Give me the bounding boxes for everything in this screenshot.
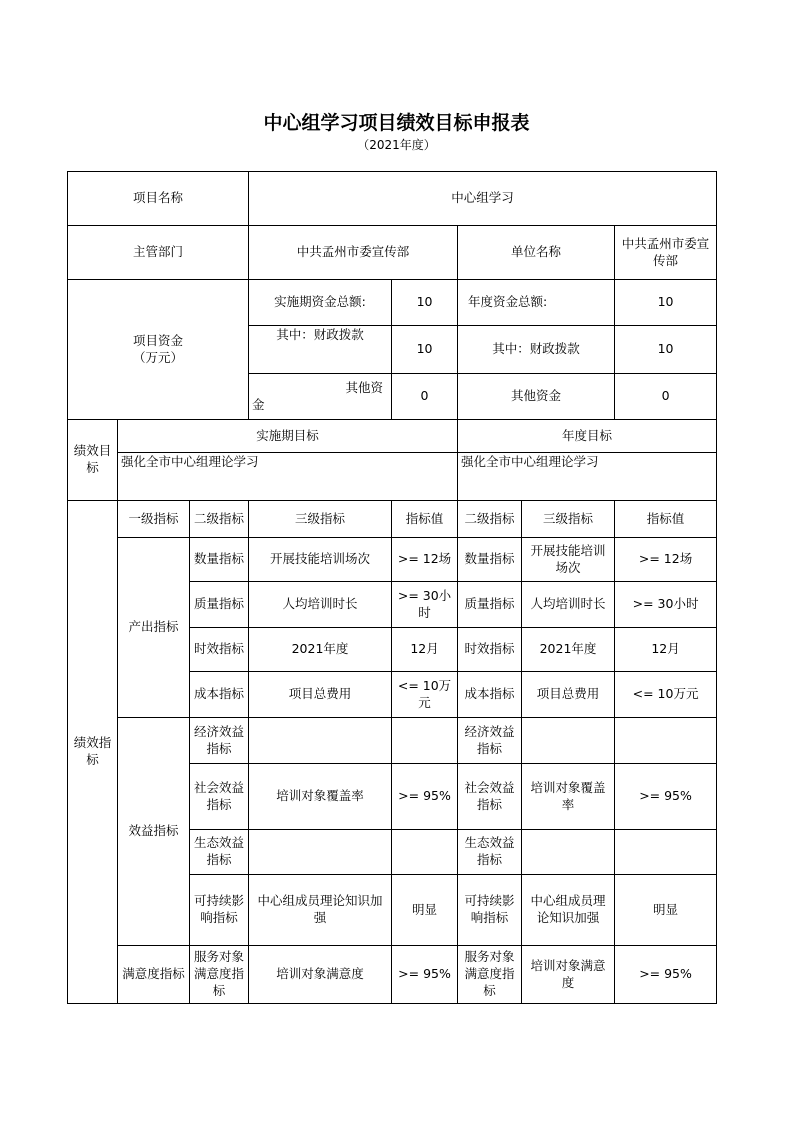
impl-other-funds-label-part2: 金 (252, 396, 265, 412)
indicator-level2: 社会效益指标 (190, 764, 249, 830)
impl-other-funds-label (249, 374, 392, 420)
output-indicator-label: 产出指标 (118, 538, 190, 718)
indicator-level2-annual: 质量指标 (458, 582, 522, 628)
indicator-value-annual (615, 830, 717, 875)
value-header: 指标值 (392, 501, 458, 538)
indicator-value: <= 10万元 (392, 672, 458, 718)
indicator-level2-annual: 时效指标 (458, 628, 522, 672)
department-label: 主管部门 (68, 226, 249, 280)
year-fiscal-label: 其中：财政拨款 (458, 326, 615, 374)
impl-other-funds-label-part1: 其他资 (345, 379, 384, 395)
funds-total-row (68, 280, 717, 326)
goals-text-row (68, 453, 717, 501)
indicator-level3-annual: 中心组成员理论知识加强 (522, 875, 615, 946)
department-value: 中共孟州市委宣传部 (249, 226, 458, 280)
indicator-value: 12月 (392, 628, 458, 672)
indicator-level3-annual: 培训对象满意度 (522, 946, 615, 1004)
indicator-level3-annual: 人均培训时长 (522, 582, 615, 628)
indicator-header-row (68, 501, 717, 538)
indicators-side-label: 绩效指标 (68, 501, 118, 1004)
indicator-level3: 培训对象满意度 (249, 946, 392, 1004)
impl-total-funds-value: 10 (392, 280, 458, 326)
year-other-funds-label: 其他资金 (458, 374, 615, 420)
indicator-value (392, 830, 458, 875)
benefit-indicator-label: 效益指标 (118, 718, 190, 946)
goals-header-row (68, 420, 717, 453)
level1-header: 一级指标 (118, 501, 190, 538)
indicator-level2: 时效指标 (190, 628, 249, 672)
year-fiscal-value: 10 (615, 326, 717, 374)
indicator-level2-annual: 社会效益指标 (458, 764, 522, 830)
indicator-level3: 培训对象覆盖率 (249, 764, 392, 830)
indicator-level2: 生态效益指标 (190, 830, 249, 875)
indicator-value: >= 12场 (392, 538, 458, 582)
level2-header: 二级指标 (190, 501, 249, 538)
form-title: 中心组学习项目绩效目标申报表 (263, 112, 530, 134)
unit-label: 单位名称 (458, 226, 615, 280)
indicator-level2: 质量指标 (190, 582, 249, 628)
form-subtitle: （2021年度） (357, 138, 436, 152)
indicator-level3-annual: 2021年度 (522, 628, 615, 672)
indicator-value-annual (615, 718, 717, 764)
indicator-value-annual: 12月 (615, 628, 717, 672)
indicator-value-annual: >= 95% (615, 764, 717, 830)
department-row (68, 226, 717, 280)
indicator-level2-annual: 可持续影响指标 (458, 875, 522, 946)
indicator-value: >= 30小时 (392, 582, 458, 628)
year-goal-text: 强化全市中心组理论学习 (458, 453, 717, 501)
year-total-funds-label: 年度资金总额: (458, 280, 615, 326)
level3-header-annual: 三级指标 (522, 501, 615, 538)
indicator-value-annual: >= 12场 (615, 538, 717, 582)
indicator-value: 明显 (392, 875, 458, 946)
indicator-value: >= 95% (392, 764, 458, 830)
indicator-level2: 服务对象满意度指标 (190, 946, 249, 1004)
impl-goal-header: 实施期目标 (118, 420, 458, 453)
indicator-value-annual: <= 10万元 (615, 672, 717, 718)
unit-value: 中共孟州市委宣传部 (615, 226, 717, 280)
indicator-row (68, 538, 717, 582)
indicator-level2-annual: 经济效益指标 (458, 718, 522, 764)
satisfaction-indicator-label: 满意度指标 (118, 946, 190, 1004)
indicator-level3: 项目总费用 (249, 672, 392, 718)
indicator-level3 (249, 718, 392, 764)
indicator-level3-annual: 项目总费用 (522, 672, 615, 718)
indicator-value-annual: >= 95% (615, 946, 717, 1004)
indicator-value-annual: 明显 (615, 875, 717, 946)
impl-other-funds-value: 0 (392, 374, 458, 420)
indicator-value: >= 95% (392, 946, 458, 1004)
indicator-row (68, 718, 717, 764)
indicator-level3: 2021年度 (249, 628, 392, 672)
indicator-level3: 开展技能培训场次 (249, 538, 392, 582)
impl-fiscal-value: 10 (392, 326, 458, 374)
indicator-level3-annual: 培训对象覆盖率 (522, 764, 615, 830)
level3-header: 三级指标 (249, 501, 392, 538)
year-goal-header: 年度目标 (458, 420, 717, 453)
indicator-level2-annual: 成本指标 (458, 672, 522, 718)
indicator-row (68, 946, 717, 1004)
goals-side-label: 绩效目标 (68, 420, 118, 501)
indicator-level2: 经济效益指标 (190, 718, 249, 764)
project-name-row (68, 172, 717, 226)
indicator-level3: 中心组成员理论知识加强 (249, 875, 392, 946)
indicator-level2-annual: 服务对象满意度指标 (458, 946, 522, 1004)
impl-fiscal-label: 其中：财政拨款 (249, 326, 392, 374)
project-funds-label: 项目资金 （万元） (68, 280, 249, 420)
indicator-level2: 可持续影响指标 (190, 875, 249, 946)
project-name-label: 项目名称 (68, 172, 249, 226)
year-total-funds-value: 10 (615, 280, 717, 326)
indicator-level2: 数量指标 (190, 538, 249, 582)
indicator-level3 (249, 830, 392, 875)
level2-header-annual: 二级指标 (458, 501, 522, 538)
indicator-level3-annual: 开展技能培训场次 (522, 538, 615, 582)
indicator-level2-annual: 生态效益指标 (458, 830, 522, 875)
indicator-level2-annual: 数量指标 (458, 538, 522, 582)
impl-goal-text: 强化全市中心组理论学习 (118, 453, 458, 501)
impl-total-funds-label: 实施期资金总额: (249, 280, 392, 326)
performance-target-table (67, 171, 717, 1004)
indicator-level3-annual (522, 830, 615, 875)
indicator-value-annual: >= 30小时 (615, 582, 717, 628)
project-name-value: 中心组学习 (249, 172, 717, 226)
indicator-level3: 人均培训时长 (249, 582, 392, 628)
indicator-value (392, 718, 458, 764)
indicator-level2: 成本指标 (190, 672, 249, 718)
indicator-level3-annual (522, 718, 615, 764)
value-header-annual: 指标值 (615, 501, 717, 538)
year-other-funds-value: 0 (615, 374, 717, 420)
